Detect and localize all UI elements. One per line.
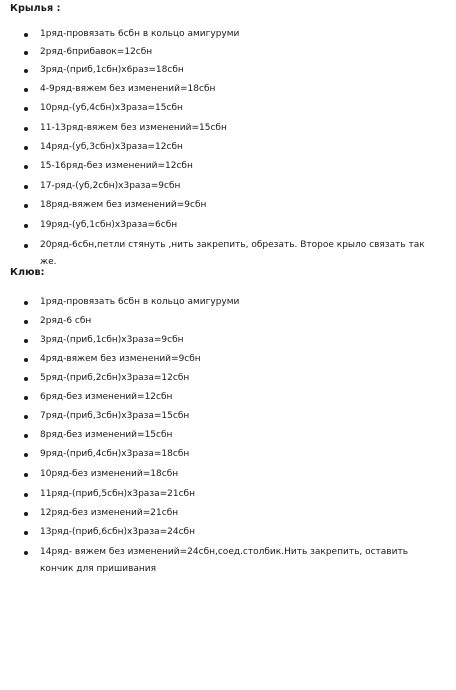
list-item: 11-13ряд-вяжем без изменений=15сбн — [24, 120, 444, 137]
section-heading-beak: Клюв: — [10, 267, 45, 278]
list-item: 2ряд-6прибавок=12сбн — [24, 44, 444, 61]
bullet-icon — [24, 320, 28, 324]
list-item: 1ряд-провязать 6сбн в кольцо амигуруми — [24, 294, 444, 311]
bullet-icon — [24, 146, 28, 150]
bullet-icon — [24, 473, 28, 477]
list-item: 7ряд-(приб,3сбн)х3раза=15сбн — [24, 408, 444, 425]
list-item: 5ряд-(приб,2сбн)х3раза=12сбн — [24, 370, 444, 387]
list-item: 3ряд-(приб,1сбн)х6раз=18сбн — [24, 62, 444, 79]
bullet-icon — [24, 88, 28, 92]
list-item: 20ряд-6сбн,петли стянуть ,нить закрепить, обрезать. Второе крыло связать так же. — [24, 237, 444, 271]
bullet-icon — [24, 33, 28, 37]
bullet-icon — [24, 244, 28, 248]
list-item: 6ряд-без изменений=12сбн — [24, 389, 444, 406]
list-item: 13ряд-(приб,6сбн)х3раза=24сбн — [24, 524, 444, 541]
list-item: 8ряд-без изменений=15сбн — [24, 427, 444, 444]
list-item: 14ряд- вяжем без изменений=24сбн,соед.столбик.Нить закрепить, оставить кончик для пришивания — [24, 544, 444, 578]
bullet-icon — [24, 204, 28, 208]
list-item: 17-ряд-(уб,2сбн)х3раза=9сбн — [24, 178, 444, 195]
bullet-icon — [24, 358, 28, 362]
list-item: 14ряд-(уб,3сбн)х3раза=12сбн — [24, 139, 444, 156]
list-item: 15-16ряд-без изменений=12сбн — [24, 158, 444, 175]
list-item: 10ряд-(уб,4сбн)х3раза=15сбн — [24, 100, 444, 117]
bullet-icon — [24, 224, 28, 228]
bullet-icon — [24, 377, 28, 381]
list-item: 10ряд-без изменений=18сбн — [24, 466, 444, 483]
bullet-icon — [24, 301, 28, 305]
list-item: 19ряд-(уб,1сбн)х3раза=6сбн — [24, 217, 444, 234]
bullet-icon — [24, 434, 28, 438]
section-heading-wings: Крылья : — [10, 3, 61, 14]
bullet-icon — [24, 339, 28, 343]
list-item: 1ряд-провязать 6сбн в кольцо амигуруми — [24, 26, 444, 43]
list-item: 18ряд-вяжем без изменений=9сбн — [24, 197, 444, 214]
bullet-icon — [24, 185, 28, 189]
bullet-icon — [24, 127, 28, 131]
list-item: 2ряд-6 сбн — [24, 313, 444, 330]
bullet-icon — [24, 493, 28, 497]
bullet-icon — [24, 415, 28, 419]
bullet-icon — [24, 107, 28, 111]
list-item: 12ряд-без изменений=21сбн — [24, 505, 444, 522]
list-item: 11ряд-(приб,5сбн)х3раза=21сбн — [24, 486, 444, 503]
bullet-icon — [24, 165, 28, 169]
bullet-icon — [24, 512, 28, 516]
list-item: 4ряд-вяжем без изменений=9сбн — [24, 351, 444, 368]
list-item: 9ряд-(приб,4сбн)х3раза=18сбн — [24, 446, 444, 463]
bullet-icon — [24, 69, 28, 73]
bullet-icon — [24, 551, 28, 555]
list-item: 3ряд-(приб,1сбн)х3раза=9сбн — [24, 332, 444, 349]
list-item: 4-9ряд-вяжем без изменений=18сбн — [24, 81, 444, 98]
bullet-icon — [24, 51, 28, 55]
bullet-icon — [24, 396, 28, 400]
bullet-icon — [24, 531, 28, 535]
bullet-icon — [24, 453, 28, 457]
